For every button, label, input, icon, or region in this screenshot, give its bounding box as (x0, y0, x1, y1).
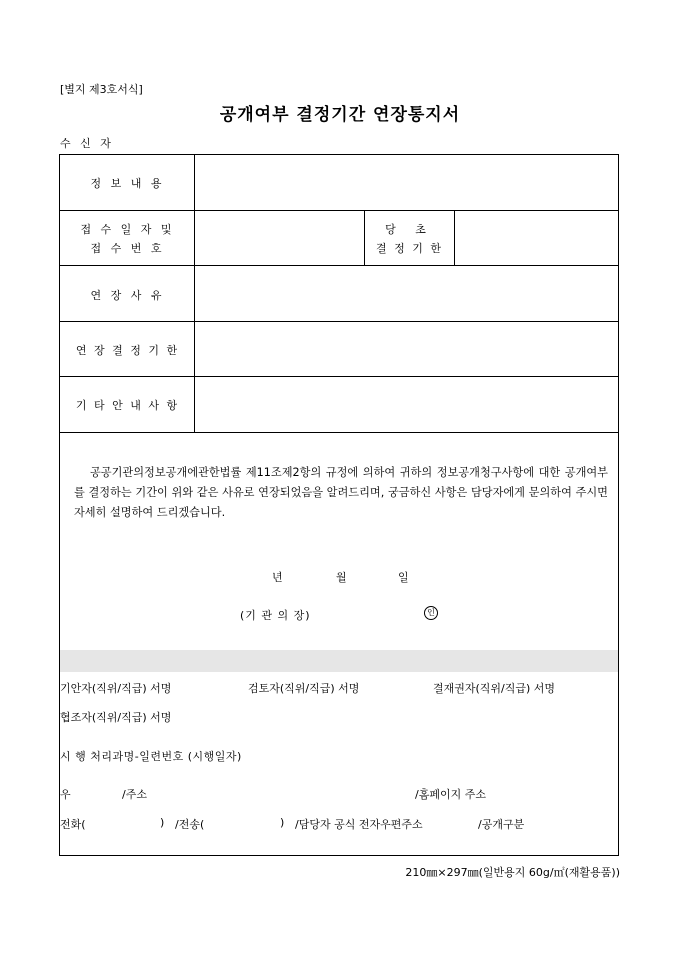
extended-deadline-label: 연 장 결 정 기 한 (75, 344, 180, 357)
drafter-signature: 기안자(직위/직급) 서명 (60, 682, 172, 695)
page-title: 공개여부 결정기간 연장통지서 (219, 105, 461, 125)
disclosure-type: /공개구분 (478, 818, 525, 831)
form-code: [별지 제3호서식] (60, 83, 143, 96)
notice-body: 공공기관의정보공개에관한법률 제11조제2항의 규정에 의하여 귀하의 정보공개청구사항에 대한 공개여부를 결정하는 기간이 위와 같은 사유로 연장되었음을 알려드리며, 궁금하신 사항은 담당자에게 문의하여 주시면 자세히 설명하여 드리겠습니다. (74, 466, 608, 519)
execution-line: 시 행 처리과명-일련번호 (시행일자) (60, 750, 242, 763)
reviewer-signature: 검토자(직위/직급) 서명 (248, 682, 360, 695)
fax: /전송( (175, 818, 205, 831)
original-deadline-label-2: 결 정 기 한 (376, 242, 443, 255)
original-deadline-label: 당 초 (385, 223, 434, 236)
row-divider (60, 321, 618, 322)
column-divider (454, 210, 455, 265)
fax-close: ) (280, 816, 285, 829)
row-divider (60, 376, 618, 377)
date-month: 월 (336, 571, 347, 584)
phone-close: ) (160, 816, 165, 829)
receipt-number-label: 접 수 번 호 (90, 242, 165, 255)
recipient-label: 수 신 자 (60, 137, 114, 150)
notice-form (59, 154, 619, 856)
date-year: 년 (272, 571, 283, 584)
column-divider (364, 210, 365, 265)
approver-signature: 결재권자(직위/직급) 서명 (433, 682, 556, 695)
cooperator-signature: 협조자(직위/직급) 서명 (60, 711, 172, 724)
info-content-label: 정 보 내 용 (90, 177, 165, 190)
receipt-date-label: 접 수 일 자 및 (80, 223, 175, 236)
address: /주소 (122, 788, 147, 801)
seal-icon: 인 (424, 606, 438, 620)
homepage-address: /홈페이지 주소 (415, 788, 486, 801)
phone: 전화( (60, 818, 86, 831)
date-day: 일 (398, 571, 409, 584)
other-notes-label: 기 타 안 내 사 항 (75, 399, 180, 412)
row-divider (60, 265, 618, 266)
postal-code: 우 (60, 788, 71, 801)
row-divider (60, 432, 618, 433)
paper-spec: 210㎜×297㎜(일반용지 60g/㎡(재활용품)) (405, 866, 620, 879)
row-divider (60, 210, 618, 211)
official-email: /담당자 공식 전자우편주소 (295, 818, 423, 831)
divider-band (60, 650, 618, 672)
extension-reason-label: 연 장 사 유 (90, 289, 165, 302)
agency-head: (기 관 의 장) (240, 609, 311, 622)
